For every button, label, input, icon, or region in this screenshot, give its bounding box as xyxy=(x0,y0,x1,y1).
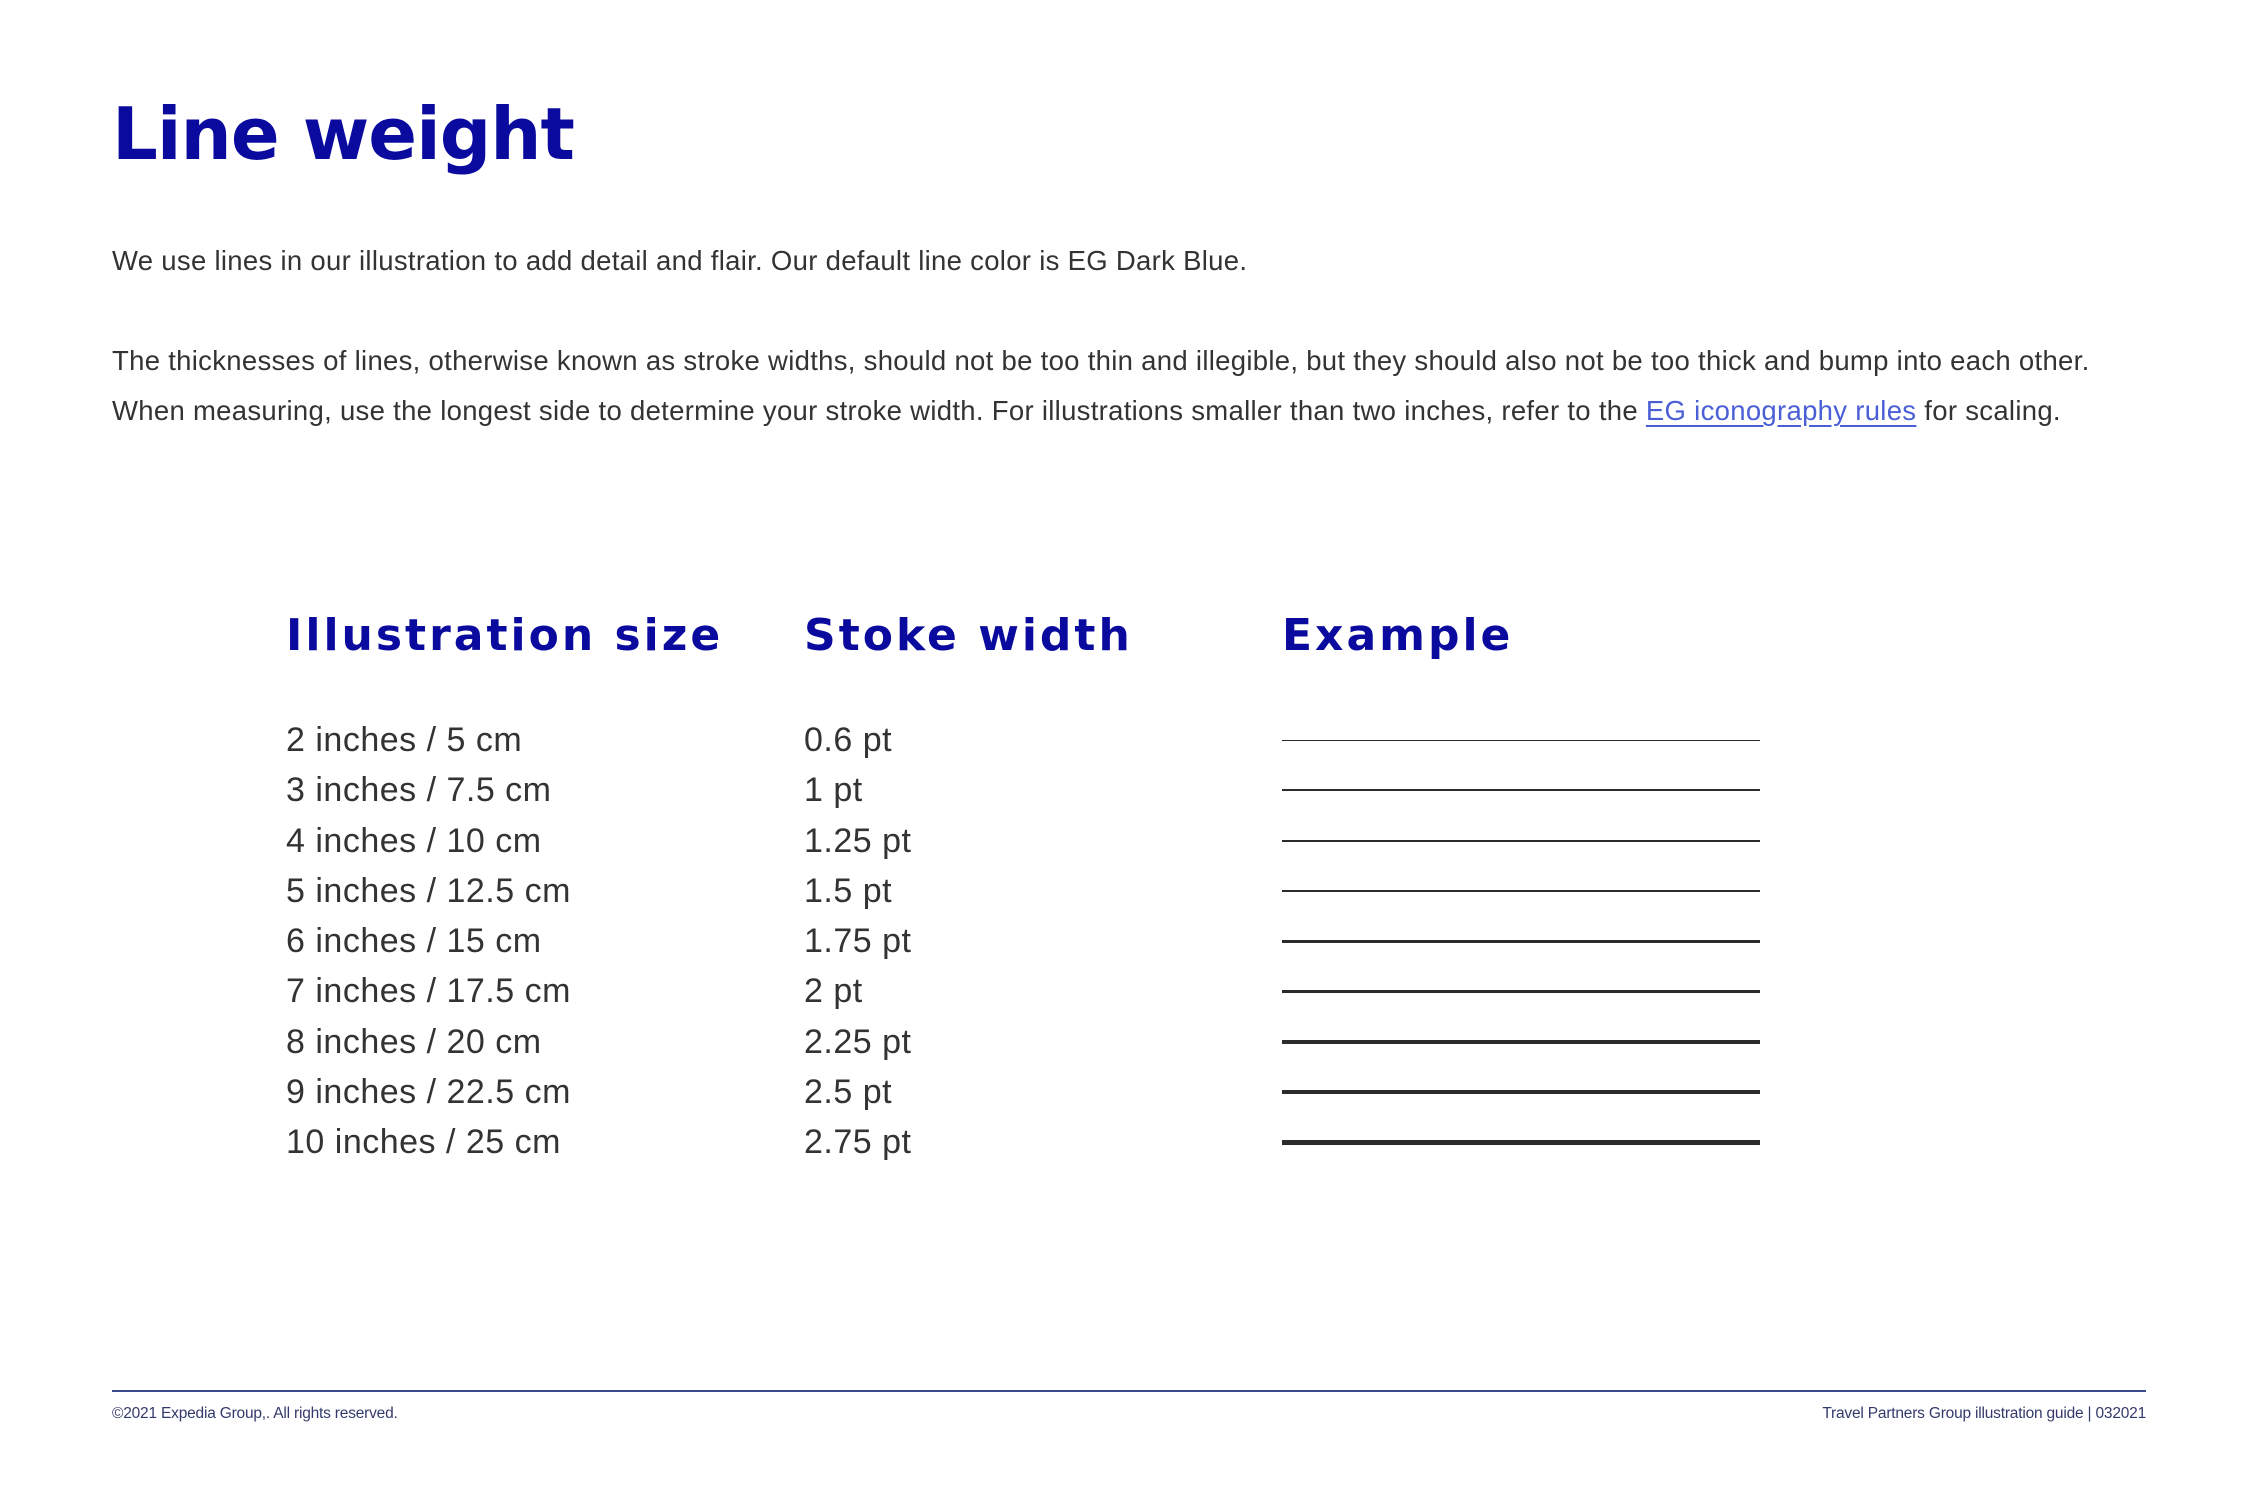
stroke-width-cell: 2.75 pt xyxy=(804,1123,912,1162)
illustration-size-cell: 8 inches / 20 cm xyxy=(286,1022,542,1061)
column-header-illustration-size: Illustration size xyxy=(286,610,724,661)
line-sample xyxy=(1282,1140,1760,1145)
illustration-size-cell: 5 inches / 12.5 cm xyxy=(286,871,571,910)
illustration-size-cell: 10 inches / 25 cm xyxy=(286,1123,561,1162)
table-row xyxy=(0,715,2250,765)
stroke-width-cell: 0.6 pt xyxy=(804,721,893,759)
table-row xyxy=(0,1117,2250,1167)
copyright-text: ©2021 Expedia Group,. All rights reserved. xyxy=(112,1405,398,1422)
iconography-rules-link[interactable]: EG iconography rules xyxy=(1645,395,1917,426)
line-sample xyxy=(1282,789,1760,791)
line-sample xyxy=(1282,1090,1760,1094)
column-header-example: Example xyxy=(1282,610,1514,661)
stroke-width-cell: 1.5 pt xyxy=(804,871,893,910)
table-row xyxy=(0,1017,2250,1067)
line-sample xyxy=(1282,1040,1760,1044)
stroke-width-cell: 2 pt xyxy=(804,972,863,1011)
illustration-size-cell: 6 inches / 15 cm xyxy=(286,922,542,961)
guide-version-text: Travel Partners Group illustration guide | 032021 xyxy=(1822,1405,2146,1422)
table-row xyxy=(0,916,2250,966)
footer-divider xyxy=(112,1390,2146,1392)
body-paragraph xyxy=(112,336,2142,436)
stroke-width-cell: 2.5 pt xyxy=(804,1073,893,1112)
line-sample xyxy=(1282,990,1760,993)
illustration-size-cell: 4 inches / 10 cm xyxy=(286,821,542,860)
stroke-width-table xyxy=(0,715,2250,1168)
body-text-start: The thicknesses of lines, otherwise known as stroke widths, should not be too thin and illegible, but they should also not be too thick and bump into each other. When measuring, use the longest side to determine your stroke width. For illustrations smaller than two inches, refer to the xyxy=(112,345,2090,426)
illustration-size-cell: 2 inches / 5 cm xyxy=(286,721,523,759)
stroke-width-cell: 1 pt xyxy=(804,771,863,810)
illustration-size-cell: 7 inches / 17.5 cm xyxy=(286,972,571,1011)
page-title: Line weight xyxy=(112,92,574,176)
body-text-end: for scaling. xyxy=(1916,395,2061,426)
table-row xyxy=(0,816,2250,866)
table-row xyxy=(0,1067,2250,1117)
table-row xyxy=(0,866,2250,916)
table-row xyxy=(0,765,2250,815)
line-sample xyxy=(1282,890,1760,892)
illustration-size-cell: 9 inches / 22.5 cm xyxy=(286,1073,571,1112)
line-sample xyxy=(1282,840,1760,842)
stroke-width-cell: 1.25 pt xyxy=(804,821,912,860)
stroke-width-cell: 1.75 pt xyxy=(804,922,912,961)
intro-paragraph: We use lines in our illustration to add detail and flair. Our default line color is EG Dark Blue. xyxy=(112,245,1248,276)
line-sample xyxy=(1282,940,1760,943)
table-row xyxy=(0,966,2250,1016)
line-sample xyxy=(1282,740,1760,741)
stroke-width-cell: 2.25 pt xyxy=(804,1022,912,1061)
column-header-stroke-width: Stoke width xyxy=(804,610,1133,661)
illustration-size-cell: 3 inches / 7.5 cm xyxy=(286,771,552,810)
